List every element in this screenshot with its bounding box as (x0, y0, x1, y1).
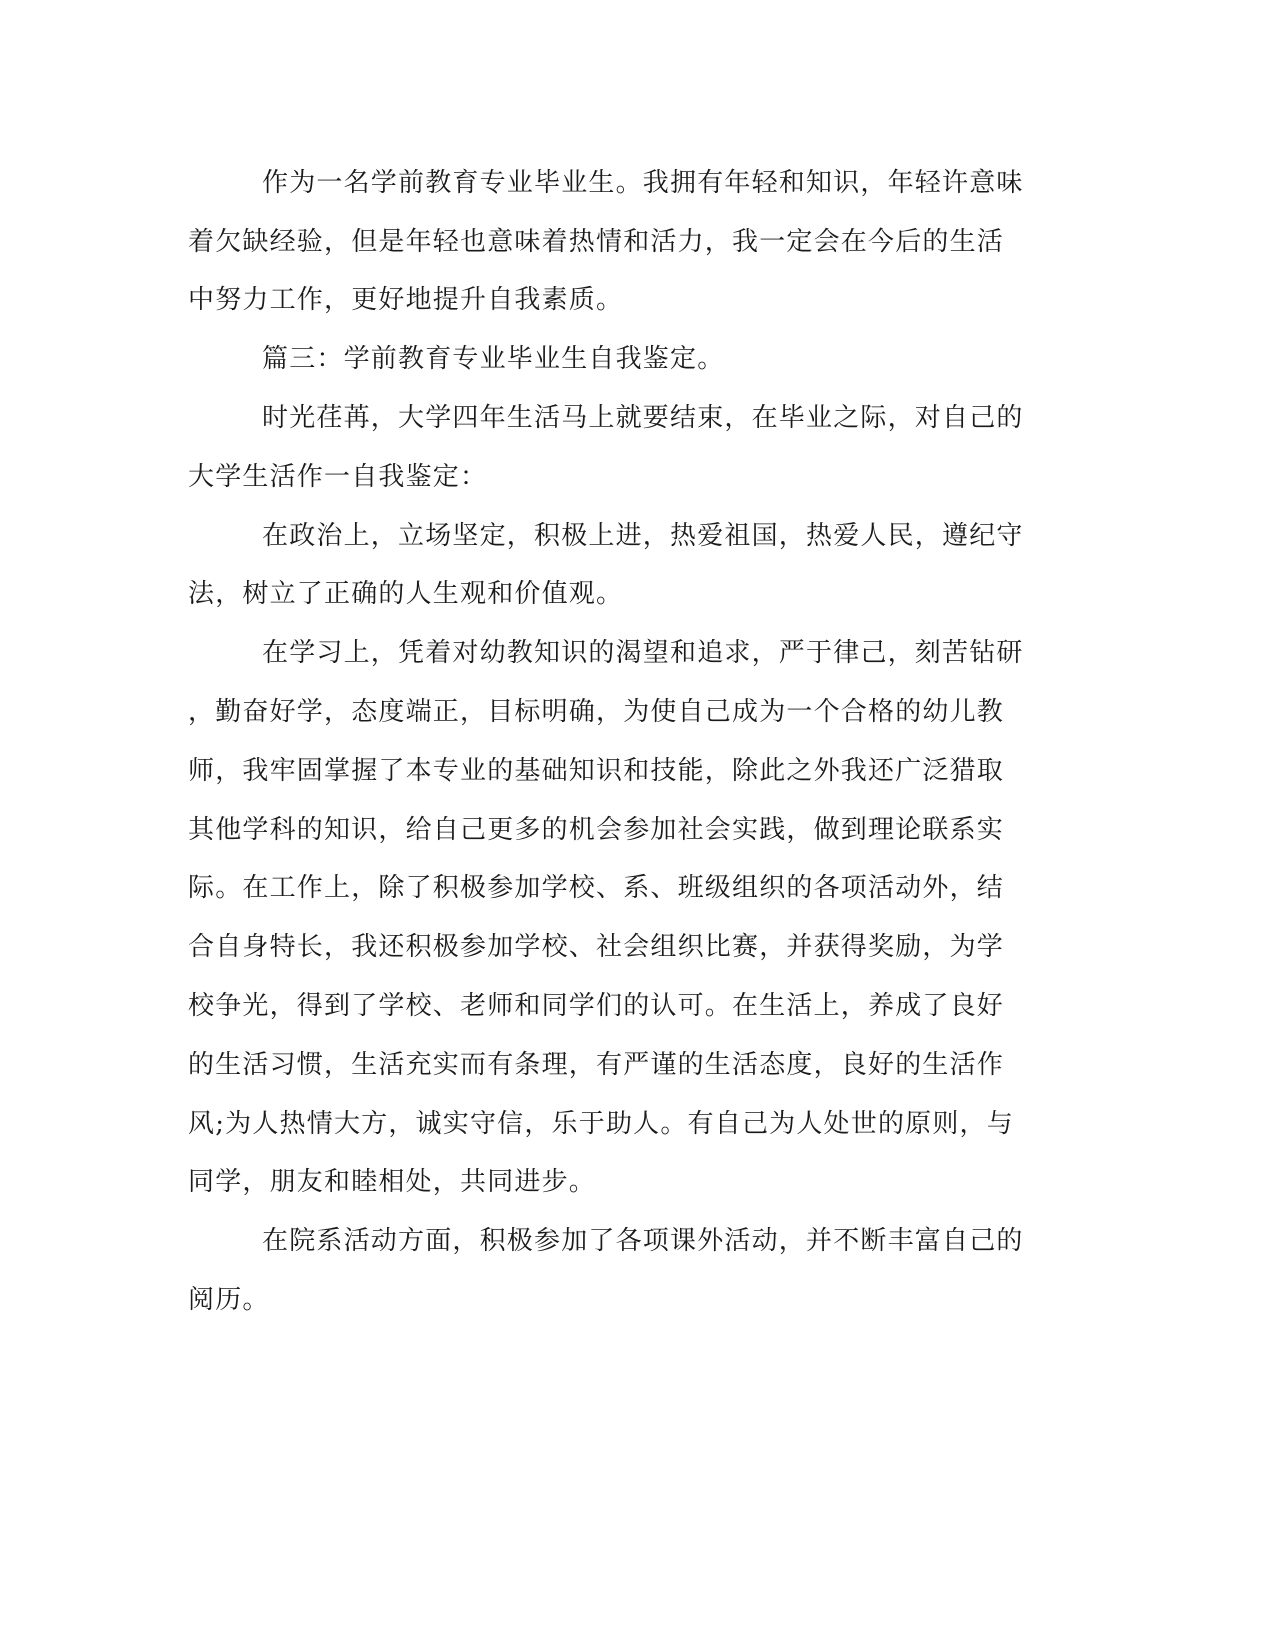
text-line: ，勤奋好学，态度端正，目标明确，为使自己成为一个合格的幼儿教 (188, 697, 1005, 727)
section-heading: 篇三：学前教育专业毕业生自我鉴定。 (262, 344, 725, 374)
text-line: 合自身特长，我还积极参加学校、社会组织比赛，并获得奖励，为学 (188, 932, 1005, 962)
text-line: 着欠缺经验，但是年轻也意味着热情和活力，我一定会在今后的生活 (188, 227, 1005, 257)
text-line: 校争光，得到了学校、老师和同学们的认可。在生活上，养成了良好 (188, 991, 1005, 1021)
text-line: 同学，朋友和睦相处，共同进步。 (188, 1167, 597, 1197)
text-line: 中努力工作，更好地提升自我素质。 (188, 285, 624, 315)
text-line: 师，我牢固掌握了本专业的基础知识和技能，除此之外我还广泛猎取 (188, 756, 1005, 786)
text-line: 时光荏苒，大学四年生活马上就要结束，在毕业之际，对自己的 (262, 403, 1024, 433)
text-line: 在院系活动方面，积极参加了各项课外活动，并不断丰富自己的 (262, 1226, 1024, 1256)
text-line: 在学习上，凭着对幼教知识的渴望和追求，严于律己，刻苦钻研 (262, 638, 1024, 668)
text-line: 阅历。 (188, 1285, 270, 1315)
text-line: 其他学科的知识，给自己更多的机会参加社会实践，做到理论联系实 (188, 815, 1005, 845)
text-line: 风;为人热情大方，诚实守信，乐于助人。有自己为人处世的原则，与 (188, 1109, 1014, 1139)
text-line: 在政治上，立场坚定，积极上进，热爱祖国，热爱人民，遵纪守 (262, 521, 1024, 551)
text-line: 际。在工作上，除了积极参加学校、系、班级组织的各项活动外，结 (188, 873, 1005, 903)
text-line: 的生活习惯，生活充实而有条理，有严谨的生活态度，良好的生活作 (188, 1050, 1005, 1080)
text-line: 作为一名学前教育专业毕业生。我拥有年轻和知识，年轻许意味 (262, 168, 1024, 198)
text-line: 大学生活作一自我鉴定： (188, 462, 488, 492)
text-line: 法，树立了正确的人生观和价值观。 (188, 579, 624, 609)
